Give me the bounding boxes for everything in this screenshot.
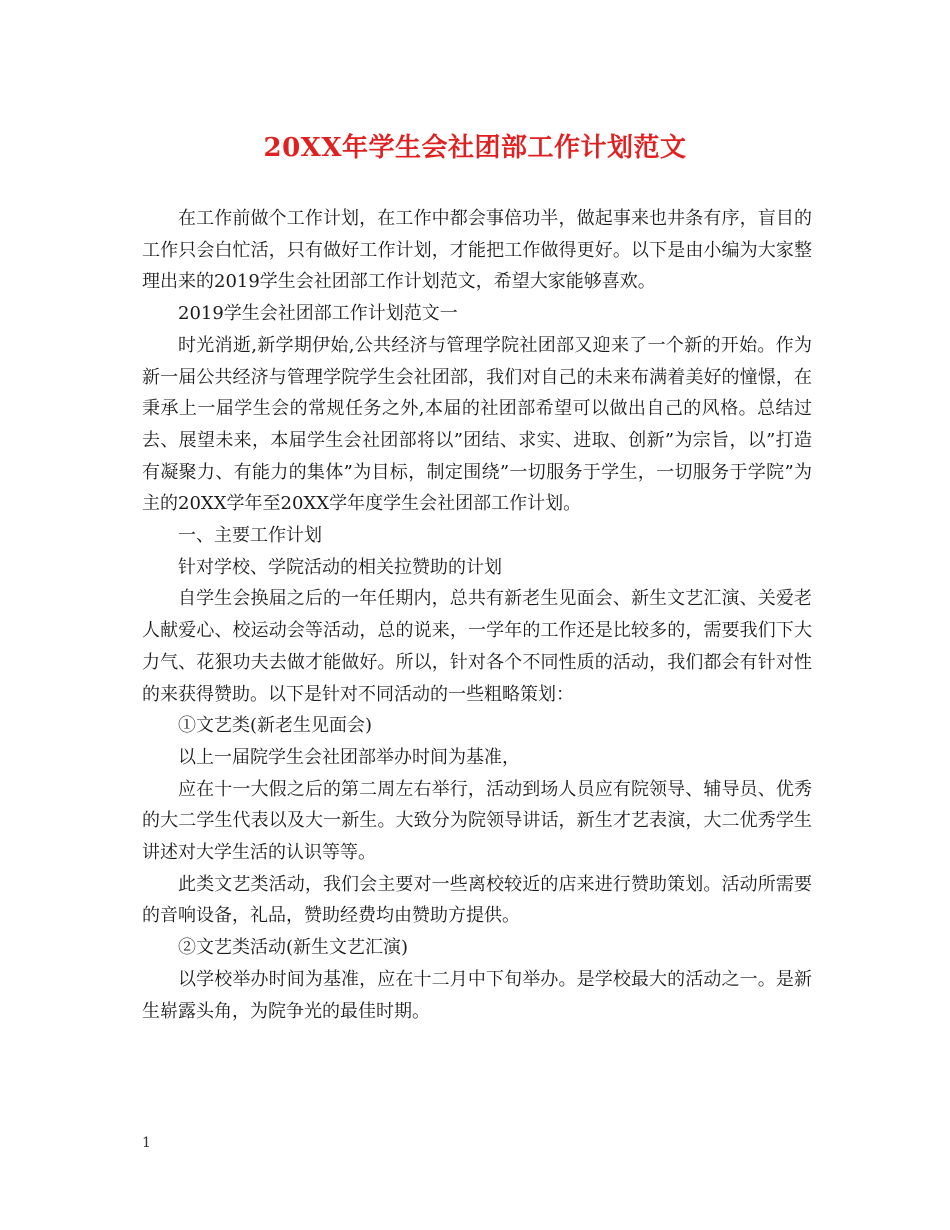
paragraph-sponsorship-heading: 针对学校、学院活动的相关拉赞助的计划 (178, 556, 502, 578)
paragraph-item-1-basis: 以上一届院学生会社团部举办时间为基准， (178, 746, 520, 768)
paragraph-main-plan-heading: 一、主要工作计划 (178, 525, 322, 547)
paragraph-item-1-heading: ①文艺类(新老生见面会) (178, 715, 373, 737)
paragraph-intro: 在工作前做个工作计划，在工作中都会事倍功半，做起事来也井条有序，盲目的工作只会白忙活，只有做好工作计划，才能把工作做得更好。以下是由小编为大家整理出来的2019学生会社团部工作计划范文，希望大家能够喜欢。 (142, 208, 812, 293)
paragraph-item-1-sponsor: 此类文艺类活动，我们会主要对一些离校较近的店来进行赞助策划。活动所需要的音响设备，礼品，赞助经费均由赞助方提供。 (142, 873, 812, 927)
document-title: 20XX年学生会社团部工作计划范文 (263, 133, 687, 163)
paragraph-section-heading: 2019学生会社团部工作计划范文一 (178, 303, 458, 325)
paragraph-item-2-heading: ②文艺类活动(新生文艺汇演) (178, 937, 409, 959)
paragraph-overview: 时光消逝,新学期伊始,公共经济与管理学院社团部又迎来了一个新的开始。作为新一届公共经济与管理学院学生会社团部，我们对自己的未来布满着美好的憧憬，在秉承上一届学生会的常规任务之外,本届的社团部希望可以做出自己的风格。总结过去、展望未来，本届学生会社团部将以”团结、求实、进取、创新”为宗旨，以”打造有凝聚力、有能力的集体”为目标，制定围绕”一切服务于学生，一切服务于学院”为主的20XX学年至20XX学年度学生会社团部工作计划。 (142, 334, 812, 515)
paragraph-item-2-detail: 以学校举办时间为基准，应在十二月中下旬举办。是学校最大的活动之一。是新生崭露头角，为院争光的最佳时期。 (142, 968, 812, 1022)
paragraph-activities: 自学生会换届之后的一年任期内，总共有新老生见面会、新生文艺汇演、关爱老人献爱心、校运动会等活动，总的说来，一学年的工作还是比较多的，需要我们下大力气、花狠功夫去做才能做好。所以，针对各个不同性质的活动，我们都会有针对性的来获得赞助。以下是针对不同活动的一些粗略策划： (142, 588, 812, 705)
page-number: 1 (142, 1135, 151, 1151)
paragraph-item-1-detail: 应在十一大假之后的第二周左右举行，活动到场人员应有院领导、辅导员、优秀的大二学生代表以及大一新生。大致分为院领导讲话，新生才艺表演，大二优秀学生讲述对大学生活的认识等等。 (142, 778, 812, 864)
document-body (142, 203, 812, 1027)
